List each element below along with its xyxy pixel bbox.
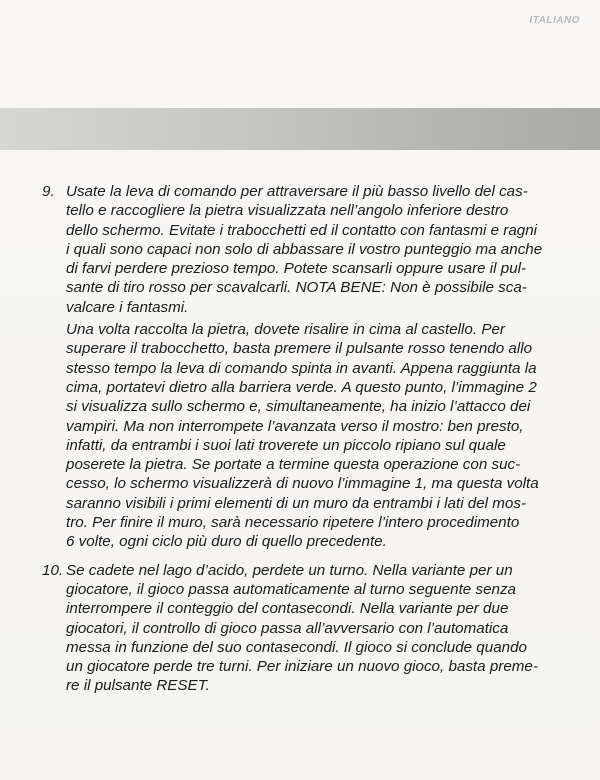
text-line: i quali sono capaci non solo di abbassare il vostro punteggio ma anche: [66, 240, 543, 258]
paragraph: [66, 182, 562, 317]
header-gray-band: [0, 108, 600, 150]
item-body: [66, 182, 562, 552]
text-line: interrompere il conteggio del contasecondi. Nella variante per due: [66, 600, 509, 618]
text-line: messa in funzione del suo contasecondi. Il gioco si conclude quando: [66, 638, 527, 656]
text-line: re il pulsante RESET.: [66, 677, 210, 695]
text-line: stesso tempo la leva di comando spinta in avanti. Appena raggiunta la: [66, 359, 537, 377]
text-line: Usate la leva di comando per attraversare il più basso livello del cas-: [66, 183, 528, 200]
instruction-item-10: [42, 561, 562, 696]
text-line: saranno visibili i primi elementi di un muro da entrambi i lati del mos-: [66, 494, 527, 512]
text-line: superare il trabocchetto, basta premere il pulsante rosso tenendo allo: [66, 340, 533, 358]
item-body: [66, 561, 562, 696]
text-line: dello schermo. Evitate i trabocchetti ed il contatto con fantasmi e ragni: [66, 221, 538, 239]
text-line: tro. Per finire il muro, sarà necessario ripetere l’intero procedimento: [66, 514, 520, 532]
text-line: 6 volte, ogni ciclo più duro di quello precedente.: [66, 533, 387, 551]
text-line: di farvi perdere prezioso tempo. Potete scansarli oppure usare il pul-: [66, 260, 527, 278]
item-number: 9.: [42, 183, 55, 200]
text-line: poserete la pietra. Se portate a termine questa operazione con suc-: [66, 456, 521, 474]
text-line: vampiri. Ma non interrompete l’avanzata verso il mostro: ben presto,: [66, 417, 524, 435]
text-line: si visualizza sullo schermo e, simultaneamente, ha inizio l’attacco dei: [66, 398, 531, 416]
text-line: sante di tiro rosso per scavalcarli. NOTA BENE: Non è possibile sca-: [66, 279, 527, 297]
text-line: giocatore, il gioco passa automaticamente al turno seguente senza: [66, 580, 516, 598]
text-line: Se cadete nel lago d’acido, perdete un turno. Nella variante per un: [66, 561, 513, 579]
text-line: giocatori, il controllo di gioco passa all’avversario con l’automatica: [66, 619, 509, 637]
text-line: infatti, da entrambi i suoi lati troverete un piccolo ripiano sul quale: [66, 436, 506, 454]
paragraph: [66, 320, 562, 552]
item-number: 10.: [42, 561, 64, 579]
text-line: cima, portatevi dietro alla barriera verde. A questo punto, l’immagine 2: [66, 378, 537, 396]
text-line: tello e raccogliere la pietra visualizzata nell’angolo inferiore destro: [66, 202, 509, 220]
text-line: Una volta raccolta la pietra, dovete risalire in cima al castello. Per: [66, 321, 505, 339]
text-line: un giocatore perde tre turni. Per iniziare un nuovo gioco, basta preme-: [66, 658, 538, 676]
text-line: valcare i fantasmi.: [66, 298, 189, 316]
instructions-content: [42, 182, 562, 696]
instruction-item-9: [42, 182, 562, 552]
text-line: cesso, lo schermo visualizzerà di nuovo l’immagine 1, ma questa volta: [66, 475, 539, 493]
paragraph: [66, 561, 562, 696]
language-header: ITALIANO: [529, 15, 580, 26]
